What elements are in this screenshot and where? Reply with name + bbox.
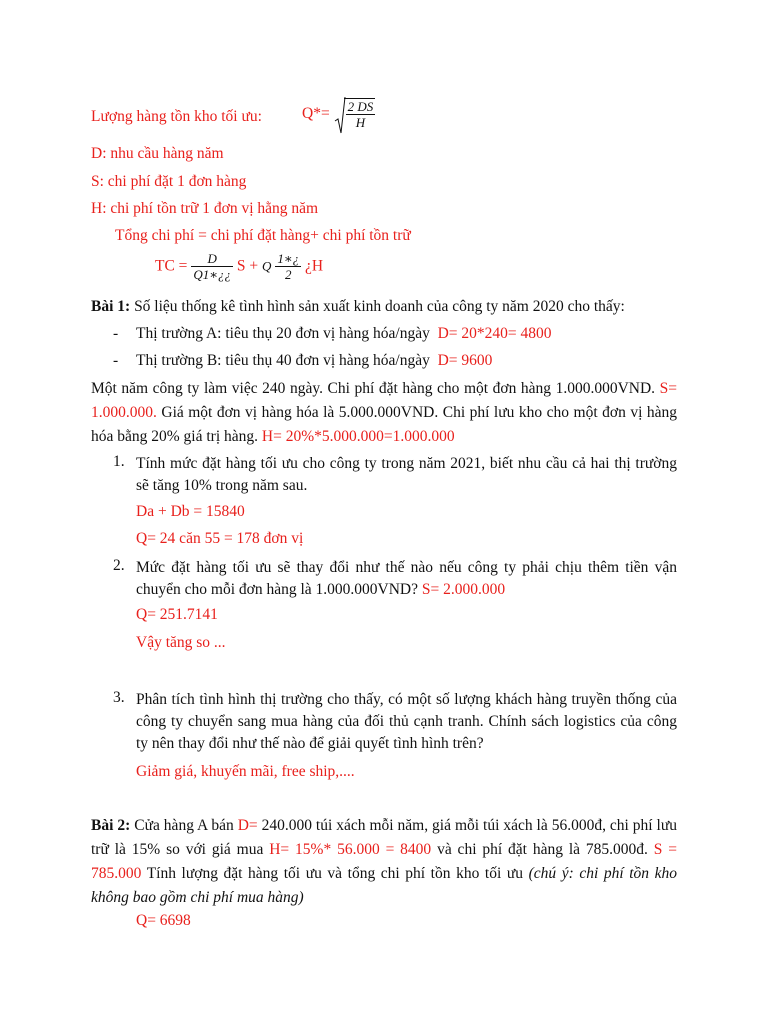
tc-frac1-denominator: Q1∗¿¿	[193, 267, 232, 282]
q2-number: 2.	[113, 557, 125, 574]
q2-s-value: S= 2.000.000	[421, 581, 506, 598]
bai2-answer: Q= 6698	[136, 912, 191, 929]
market-b-answer: D= 9600	[437, 352, 493, 369]
bullet-dash-b: -	[113, 352, 119, 369]
q3-answer: Giảm giá, khuyến mãi, free ship,....	[136, 763, 355, 780]
sqrt-symbol	[334, 98, 376, 130]
definition-d: D: nhu cầu hàng năm	[91, 145, 224, 162]
eoq-denominator: H	[355, 115, 366, 130]
bai2-label: Bài 2:	[91, 817, 131, 834]
bai1-label: Bài 1:	[91, 298, 131, 315]
tc-frac2-numerator: 1∗¿	[277, 251, 300, 266]
definition-s: S: chi phí đặt 1 đơn hàng	[91, 173, 247, 190]
bai2-note: (chú ý: chi phí tồn kho không bao gồm chi phí mua hàng)	[91, 865, 678, 906]
eoq-prefix: Q*=	[302, 105, 330, 122]
tc-frac2-denominator: 2	[284, 267, 292, 282]
bai2-paragraph: Bài 2: Cửa hàng A bán D= 240.000 túi xách mỗi năm, giá mỗi túi xách là 56.000đ, chi phí lưu trữ là 15% so với giá mua H= 15%* 56.000 = 8400 và chi phí đặt hàng là 785.000đ. S = 785.000 Tính lượng đặt hàng tối ưu và tổng chi phí tồn kho tối ưu (chú ý: chi phí tồn kho không bao gồm chi phí mua hàng)	[91, 817, 678, 906]
bai2-h: H= 15%* 56.000 = 8400	[269, 841, 432, 858]
tc-s-part: S +	[236, 257, 259, 275]
q1-answer-2: Q= 24 căn 55 = 178 đơn vị	[136, 530, 304, 547]
bullet-market-b: Thị trường B: tiêu thụ 40 đơn vị hàng hóa/ngày D= 9600	[136, 352, 493, 369]
q3-number: 3.	[113, 689, 125, 706]
definition-h: H: chi phí tồn trữ 1 đơn vị hằng năm	[91, 200, 319, 217]
bullet-market-a: Thị trường A: tiêu thụ 20 đơn vị hàng hóa/ngày D= 20*240= 4800	[136, 325, 552, 342]
s-value: S= 1.000.000.	[91, 380, 677, 421]
bai1-paragraph: Một năm công ty làm việc 240 ngày. Chi phí đặt hàng cho một đơn hàng 1.000.000VND. S= 1.000.000. Giá một đơn vị hàng hóa là 5.000.000VND. Chi phí lưu kho cho một đơn vị hàng hóa bằng 20% giá trị hàng. H= 20%*5.000.000=1.000.000	[91, 380, 677, 445]
market-a-answer: D= 20*240= 4800	[437, 325, 552, 342]
bai2-d: D=	[237, 817, 258, 834]
tc-prefix: TC =	[155, 257, 188, 275]
h-value: H= 20%*5.000.000=1.000.000	[261, 428, 455, 445]
q3-text: Phân tích tình hình thị trường cho thấy, có một số lượng khách hàng truyền thống của công ty chuyển sang mua hàng của đối thủ cạnh tranh. Chính sách logistics của công ty nên thay đổi như thế nào để giải quyết tình hình trên?	[136, 691, 677, 752]
bullet-dash-a: -	[113, 325, 119, 342]
q2-text: Mức đặt hàng tối ưu sẽ thay đổi như thế nào nếu công ty phải chịu thêm tiền vận chuyển cho mỗi đơn hàng là 1.000.000VND? S= 2.000.000	[136, 559, 677, 598]
total-cost-line: Tổng chi phí = chi phí đặt hàng+ chi phí tồn trữ	[115, 227, 411, 244]
formula-title: Lượng hàng tồn kho tối ưu:	[91, 108, 262, 125]
tc-q: Q	[262, 258, 272, 274]
q1-number: 1.	[113, 453, 125, 470]
q2-answer-1: Q= 251.7141	[136, 606, 218, 623]
q1-answer-1: Da + Db = 15840	[136, 503, 245, 520]
bai1-intro-text: Số liệu thống kê tình hình sản xuất kinh doanh của công ty năm 2020 cho thấy:	[134, 298, 625, 315]
bai2-s: S = 785.000	[91, 841, 678, 882]
eoq-formula	[302, 98, 375, 130]
q2-answer-2: Vậy tăng so ...	[136, 634, 226, 651]
q1-text: Tính mức đặt hàng tối ưu cho công ty trong năm 2021, biết nhu cầu cả hai thị trường sẽ tăng 10% trong năm sau.	[136, 455, 677, 494]
bai1-intro	[91, 298, 625, 316]
tc-formula	[155, 251, 323, 282]
eoq-numerator: 2 DS	[347, 99, 374, 114]
tc-h-part: ¿H	[305, 257, 324, 275]
tc-frac1-numerator: D	[191, 251, 233, 267]
